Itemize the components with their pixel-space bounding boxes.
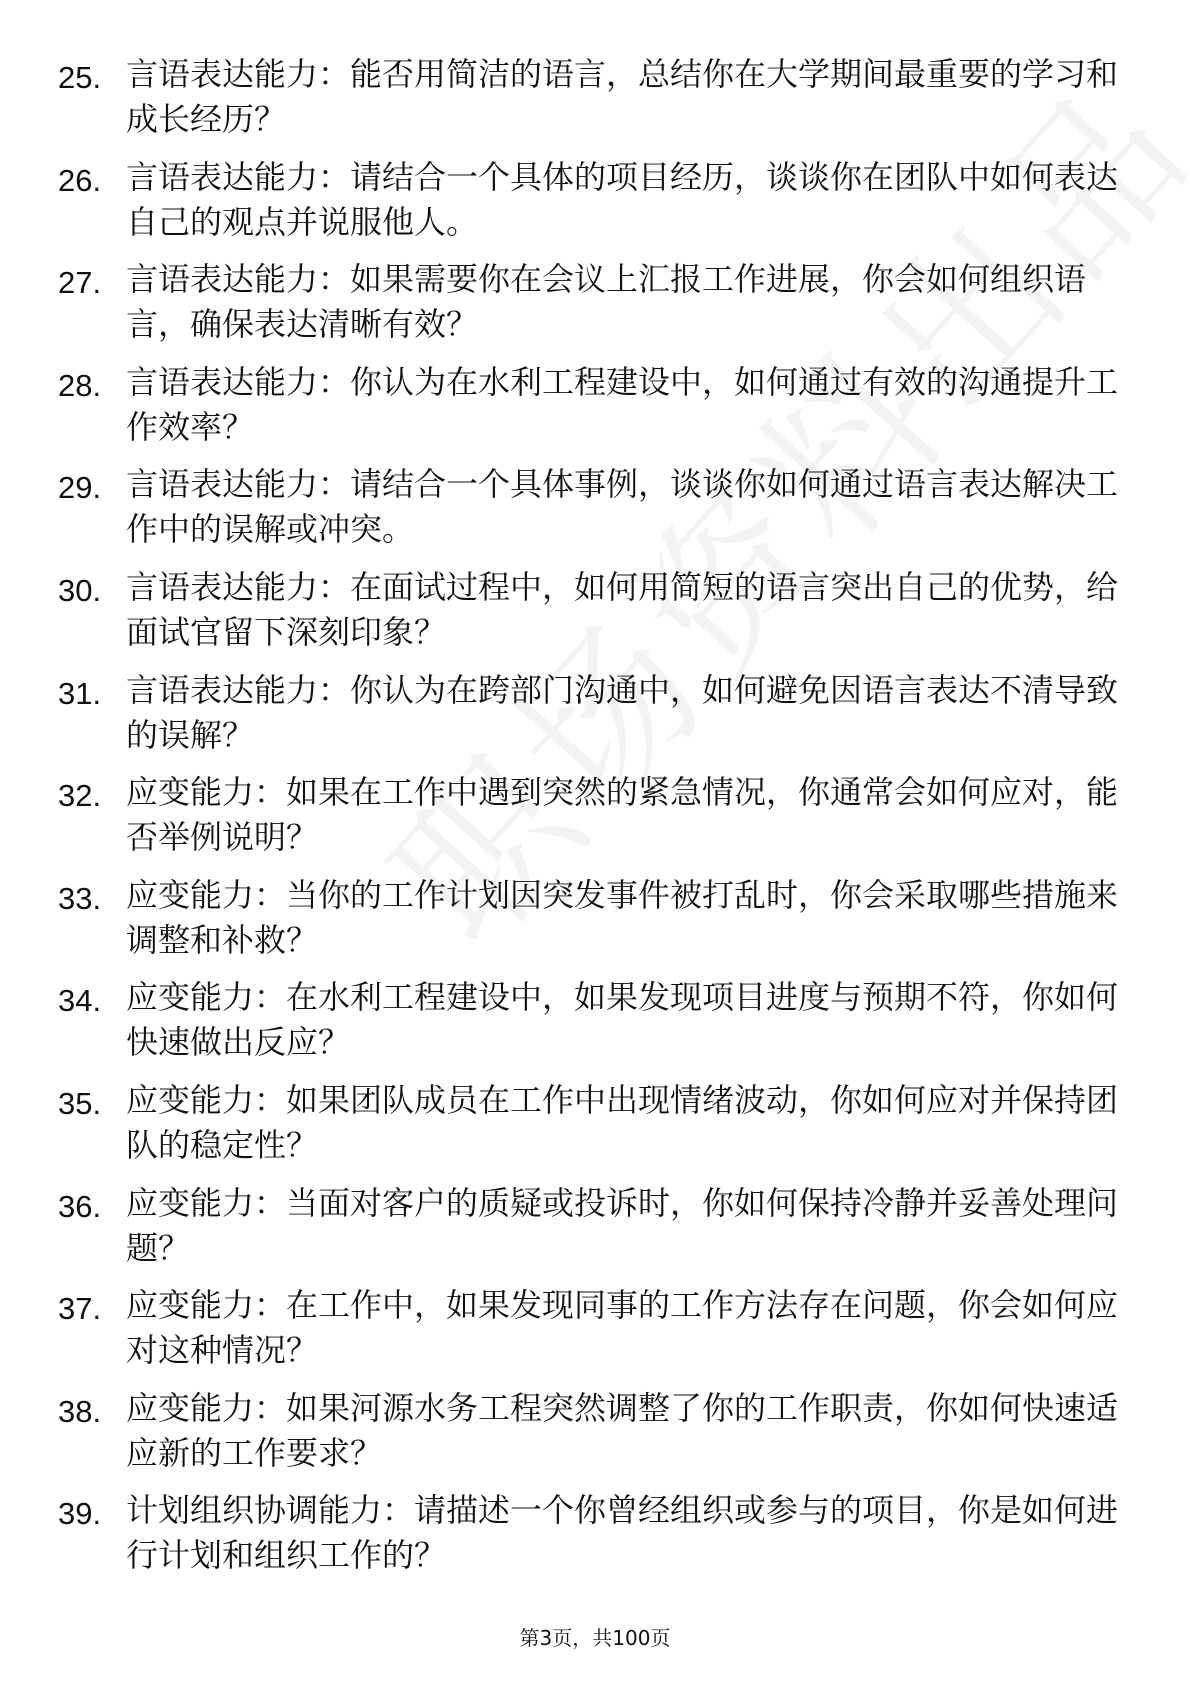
question-text: 言语表达能力：你认为在跨部门沟通中，如何避免因语言表达不清导致的误解？ — [126, 670, 1119, 754]
question-text: 应变能力：如果在工作中遇到突然的紧急情况，你通常会如何应对，能否举例说明？ — [126, 773, 1119, 857]
question-number: 30. — [58, 572, 102, 608]
question-number: 27. — [58, 265, 102, 301]
question-item — [58, 770, 1118, 873]
question-item — [58, 155, 1118, 258]
question-text: 计划组织协调能力：请描述一个你曾经组织或参与的项目，你是如何进行计划和组织工作的？ — [126, 1491, 1119, 1575]
question-item — [58, 668, 1118, 771]
question-item — [58, 1488, 1118, 1591]
question-number: 33. — [58, 880, 102, 916]
page-number-footer: 第3页，共100页 — [519, 1626, 671, 1650]
question-item — [58, 360, 1118, 463]
question-number: 29. — [58, 470, 102, 506]
question-text: 言语表达能力：请结合一个具体事例，谈谈你如何通过语言表达解决工作中的误解或冲突。 — [126, 465, 1119, 549]
question-text: 应变能力：当你的工作计划因突发事件被打乱时，你会采取哪些措施来调整和补救？ — [126, 875, 1119, 959]
question-text: 应变能力：在工作中，如果发现同事的工作方法存在问题，你会如何应对这种情况？ — [126, 1286, 1119, 1370]
question-item — [58, 257, 1118, 360]
question-item — [58, 1181, 1118, 1284]
question-item — [58, 873, 1118, 976]
question-number: 36. — [58, 1188, 102, 1224]
question-item — [58, 462, 1118, 565]
question-number: 34. — [58, 983, 102, 1019]
question-number: 26. — [58, 162, 102, 198]
question-text: 言语表达能力：在面试过程中，如何用简短的语言突出自己的优势，给面试官留下深刻印象？ — [126, 567, 1119, 651]
question-number: 39. — [58, 1496, 102, 1532]
question-list — [58, 52, 1118, 1591]
question-text: 应变能力：如果河源水务工程突然调整了你的工作职责，你如何快速适应新的工作要求？ — [126, 1388, 1119, 1472]
question-text: 应变能力：如果团队成员在工作中出现情绪波动，你如何应对并保持团队的稳定性？ — [126, 1080, 1119, 1164]
question-item — [58, 1078, 1118, 1181]
question-text: 言语表达能力：能否用简洁的语言，总结你在大学期间最重要的学习和成长经历？ — [126, 55, 1119, 138]
question-text: 言语表达能力：你认为在水利工程建设中，如何通过有效的沟通提升工作效率？ — [126, 362, 1119, 446]
question-number: 25. — [58, 60, 102, 95]
question-item — [58, 1283, 1118, 1386]
question-text: 言语表达能力：如果需要你在会议上汇报工作进展，你会如何组织语言，确保表达清晰有效？ — [126, 260, 1087, 344]
question-number: 37. — [58, 1291, 102, 1327]
question-text: 应变能力：当面对客户的质疑或投诉时，你如何保持冷静并妥善处理问题？ — [126, 1183, 1119, 1267]
question-text: 言语表达能力：请结合一个具体的项目经历，谈谈你在团队中如何表达自己的观点并说服他人。 — [126, 157, 1119, 241]
question-item — [58, 565, 1118, 668]
question-item — [58, 52, 1118, 155]
question-item — [58, 1386, 1118, 1489]
question-number: 35. — [58, 1085, 102, 1121]
question-number: 32. — [58, 778, 102, 814]
question-number: 38. — [58, 1393, 102, 1429]
question-number: 28. — [58, 367, 102, 403]
question-text: 应变能力：在水利工程建设中，如果发现项目进度与预期不符，你如何快速做出反应？ — [126, 978, 1119, 1062]
question-number: 31. — [58, 675, 102, 711]
question-item — [58, 975, 1118, 1078]
